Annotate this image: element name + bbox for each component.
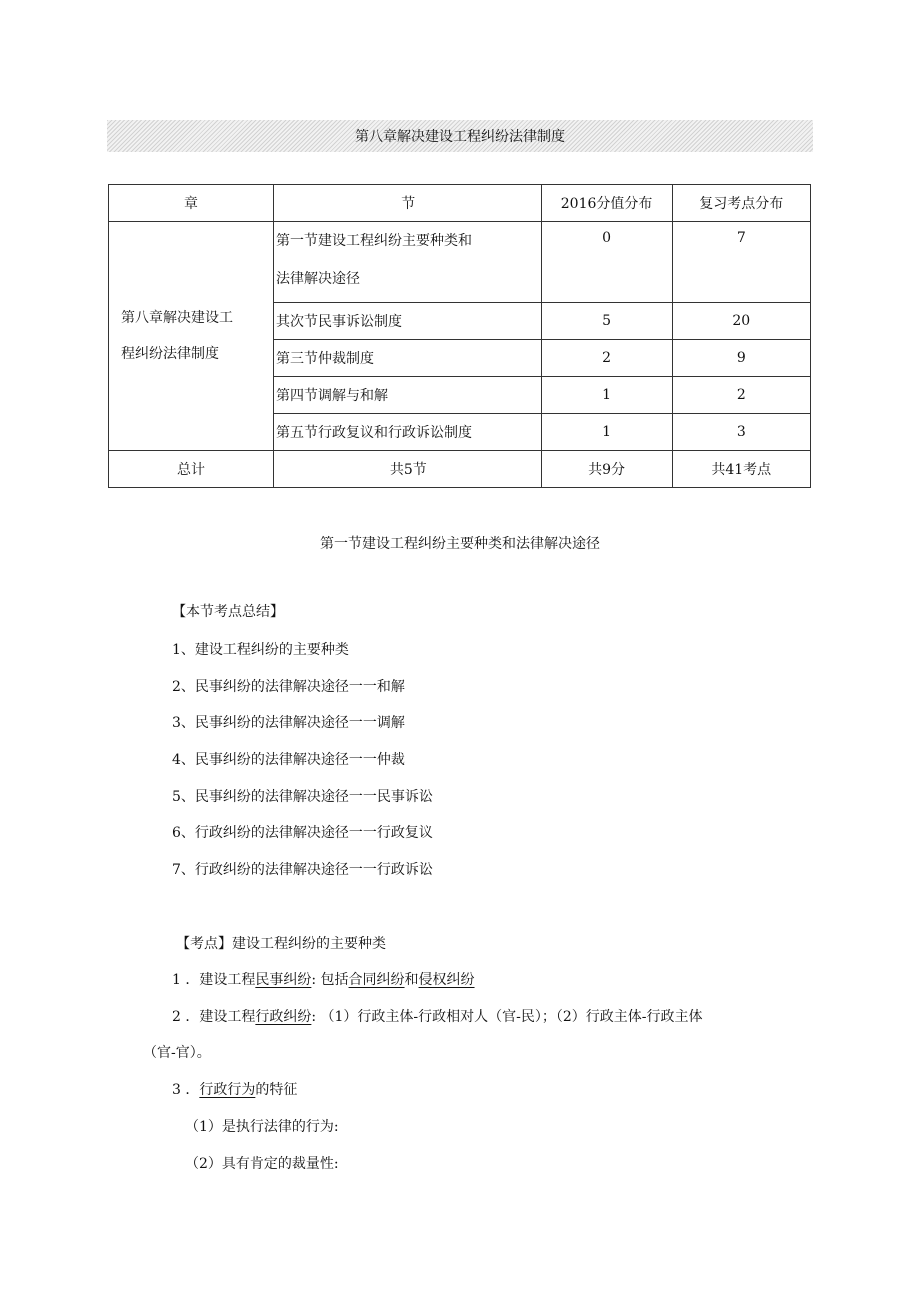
total-sections: 共5节 (274, 451, 542, 488)
total-score: 共9分 (541, 451, 672, 488)
summary-item: 7、行政纠纷的法律解决途径一一行政诉讼 (172, 862, 433, 878)
points-cell: 20 (672, 303, 810, 340)
feature-item: （1）是执行法律的行为: (185, 1119, 339, 1135)
administrative-dispute-term: 行政纠纷 (255, 1009, 312, 1025)
header-points: 复习考点分布 (672, 185, 810, 222)
table-header-row (109, 185, 811, 222)
header-chapter: 章 (109, 185, 274, 222)
score-cell: 5 (541, 303, 672, 340)
score-cell: 2 (541, 340, 672, 377)
score-cell: 0 (541, 222, 672, 303)
summary-item: 2、民事纠纷的法律解决途径一一和解 (172, 679, 405, 695)
tort-dispute-term: 侵权纠纷 (418, 972, 475, 988)
summary-item: 3、民事纠纷的法律解决途径一一调解 (172, 715, 405, 731)
summary-item: 1、建设工程纠纷的主要种类 (172, 642, 349, 658)
total-label: 总计 (109, 451, 274, 488)
points-cell: 7 (672, 222, 810, 303)
chapter-cell (109, 222, 274, 451)
summary-item: 4、民事纠纷的法律解决途径一一仲裁 (172, 752, 405, 768)
total-points: 共41考点 (672, 451, 810, 488)
section-line-1: 第一节建设工程纠纷主要种类和 (276, 233, 473, 249)
section-cell (274, 222, 542, 303)
score-distribution-table (108, 184, 811, 488)
kaodian-heading: 【考点】建设工程纠纷的主要种类 (176, 936, 386, 952)
points-cell: 2 (672, 377, 810, 414)
kaodian-paragraph-1: 1 ．建设工程民事纠纷: 包括合同纠纷和侵权纠纷 (172, 972, 475, 988)
header-section: 节 (274, 185, 542, 222)
kaodian-paragraph-3: 3 ．行政行为的特征 (172, 1082, 298, 1098)
summary-item: 6、行政纠纷的法律解决途径一一行政复议 (172, 825, 433, 841)
section-cell: 第四节调解与和解 (274, 377, 542, 414)
civil-dispute-term: 民事纠纷 (255, 972, 312, 988)
table-total-row (109, 451, 811, 488)
section-cell: 第五节行政复议和行政诉讼制度 (274, 414, 542, 451)
table-row (109, 222, 811, 303)
points-cell: 3 (672, 414, 810, 451)
feature-item: （2）具有肯定的裁量性: (185, 1156, 339, 1172)
kaodian-paragraph-2-cont: （官-官）。 (143, 1045, 211, 1061)
chapter-banner-title: 第八章解决建设工程纠纷法律制度 (355, 129, 565, 145)
section-cell: 其次节民事诉讼制度 (274, 303, 542, 340)
points-cell: 9 (672, 340, 810, 377)
score-cell: 1 (541, 377, 672, 414)
header-score: 2016分值分布 (541, 185, 672, 222)
chapter-line-2: 程纠纷法律制度 (121, 346, 219, 362)
chapter-line-1: 第八章解决建设工 (121, 310, 233, 326)
section-cell: 第三节仲裁制度 (274, 340, 542, 377)
section-title: 第一节建设工程纠纷主要种类和法律解决途径 (320, 536, 600, 552)
administrative-act-term: 行政行为 (199, 1082, 256, 1098)
kaodian-paragraph-2: 2 ．建设工程行政纠纷: （1）行政主体-行政相对人（官-民）；（2）行政主体-行政主体 (172, 1009, 703, 1025)
score-cell: 1 (541, 414, 672, 451)
contract-dispute-term: 合同纠纷 (348, 972, 405, 988)
section-line-2: 法律解决途径 (276, 271, 361, 287)
chapter-banner (107, 120, 813, 152)
summary-item: 5、民事纠纷的法律解决途径一一民事诉讼 (172, 789, 433, 805)
summary-heading: 【本节考点总结】 (172, 604, 284, 620)
